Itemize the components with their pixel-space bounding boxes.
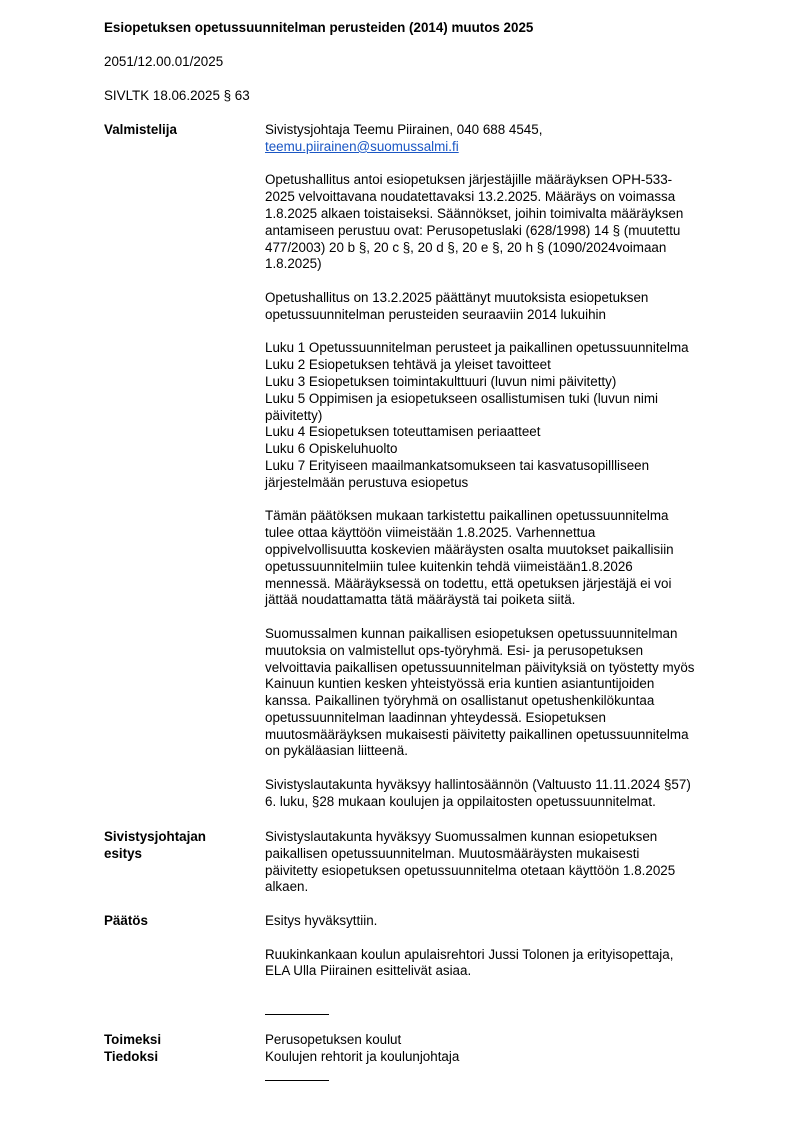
preparer-line: tulee ottaa käyttöön viimeistään 1.8.2025. Varhennettua [265, 525, 596, 541]
preparer-line: Sivistyslautakunta hyväksyy hallintosäännön (Valtuusto 11.11.2024 §57) [265, 777, 691, 793]
meeting-reference: SIVLTK 18.06.2025 § 63 [104, 88, 250, 103]
preparer-line: opetussuunnitelman laadinnan yhteydessä. Esiopetuksen [265, 709, 606, 725]
preparer-line: Suomussalmen kunnan paikallisen esiopetuksen opetussuunnitelman [265, 625, 678, 641]
proposal-line: Sivistyslautakunta hyväksyy Suomussalmen kunnan esiopetuksen [265, 829, 658, 844]
preparer-line: Kainuun kuntien kesken yhteistyössä eria kuntien asiantuntijoiden [265, 676, 655, 692]
preparer-line: opetussuunnitelmiin tulee kuitenkin tehdä viimeistään1.8.2026 [265, 558, 633, 574]
preparer-line: 1.8.2025 alkaen toistaiseksi. Säännökset, joihin toimivalta määräyksen [265, 205, 684, 221]
info-label: Tiedoksi [104, 1049, 159, 1064]
preparer-line: jättää noudattamatta tätä määräystä tai poiketa siitä. [265, 592, 576, 608]
preparer-line: oppivelvollisuutta koskevien määräysten osalta muutokset paikallisiin [265, 541, 674, 557]
decision-text [265, 913, 743, 980]
preparer-line: Luku 3 Esiopetuksen toimintakulttuuri (luvun nimi päivitetty) [265, 373, 617, 389]
preparer-paragraph [265, 290, 743, 324]
separator-line [265, 1014, 329, 1015]
preparer-line: 6. luku, §28 mukaan koulujen ja oppilaitosten opetussuunnitelmat. [265, 793, 656, 809]
action-value: Perusopetuksen koulut [265, 1032, 402, 1047]
separator-line-bottom [265, 1080, 329, 1081]
action-label: Toimeksi [104, 1032, 162, 1047]
preparer-line: Luku 7 Erityiseen maailmankatsomukseen tai kasvatusopillliseen [265, 457, 650, 473]
preparer-line: on pykäläasian liitteenä. [265, 743, 408, 759]
decision-paragraph [265, 947, 743, 981]
preparer-line: muutoksia on valmistellut ops-työryhmä. Esi- ja perusopetuksen [265, 642, 644, 658]
preparer-line: 477/2003) 20 b §, 20 c §, 20 d §, 20 e §, 20 h § (1090/2024voimaan [265, 239, 667, 255]
preparer-line: velvoittavia paikallisen opetussuunnitelman päivityksiä on työstetty myös [265, 659, 695, 675]
proposal-line: alkaen. [265, 879, 309, 895]
proposal-label [104, 829, 254, 863]
preparer-line: järjestelmään perustuva esiopetus [265, 474, 469, 490]
preparer-line: Opetushallitus on 13.2.2025 päättänyt muutoksista esiopetuksen [265, 289, 649, 305]
preparer-line: kanssa. Paikallinen työryhmä on osallistanut opetushenkilökuntaa [265, 693, 655, 709]
decision-line: Esitys hyväksyttiin. [265, 913, 378, 928]
preparer-paragraph [265, 508, 743, 609]
document-title: Esiopetuksen opetussuunnitelman perusteiden (2014) muutos 2025 [104, 20, 534, 35]
preparer-line: Luku 1 Opetussuunnitelman perusteet ja paikallinen opetussuunnitelma [265, 340, 689, 356]
proposal-line: päivitetty esiopetuksen opetussuunnitelma otetaan käyttöön 1.8.2025 [265, 862, 676, 878]
preparer-line: 2025 velvoittavana noudatettavaksi 13.2.2025. Määräys on voimassa [265, 189, 676, 205]
preparer-line: Opetushallitus antoi esiopetuksen järjestäjille määräyksen OPH-533- [265, 172, 673, 188]
preparer-paragraph [265, 777, 743, 811]
decision-line: Ruukinkankaan koulun apulaisrehtori Jussi Tolonen ja erityisopettaja, [265, 946, 674, 962]
preparer-line: Luku 6 Opiskeluhuolto [265, 441, 398, 457]
decision-line: ELA Ulla Piirainen esittelivät asiaa. [265, 963, 472, 979]
preparer-line: mennessä. Määräyksessä on todettu, että opetuksen järjestäjä ei voi [265, 575, 672, 591]
preparer-paragraphs [265, 172, 743, 810]
preparer-line: päivitetty) [265, 407, 323, 423]
preparer-line: Luku 5 Oppimisen ja esiopetukseen osallistumisen tuki (luvun nimi [265, 390, 658, 406]
document-number: 2051/12.00.01/2025 [104, 54, 224, 69]
proposal-label-line1: Sivistysjohtajan [104, 829, 206, 844]
proposal-label-line2: esitys [104, 845, 142, 861]
info-value: Koulujen rehtorit ja koulunjohtaja [265, 1049, 460, 1064]
preparer-line: Tämän päätöksen mukaan tarkistettu paikallinen opetussuunnitelma [265, 508, 669, 524]
preparer-line: Luku 2 Esiopetuksen tehtävä ja yleiset tavoitteet [265, 357, 551, 373]
preparer-paragraph [265, 626, 743, 760]
decision-label: Päätös [104, 913, 148, 928]
preparer-line: Luku 4 Esiopetuksen toteuttamisen periaatteet [265, 424, 541, 440]
preparer-line: opetussuunnitelman perusteiden seuraaviin 2014 lukuihin [265, 306, 606, 322]
decision-paragraph [265, 913, 743, 930]
preparer-line: 1.8.2025) [265, 256, 322, 272]
preparer-line: muutosmääräyksen mukaisesti päivitetty paikallinen opetussuunnitelma [265, 726, 689, 742]
preparer-person: Sivistysjohtaja Teemu Piirainen, 040 688 4545, [265, 122, 543, 137]
proposal-text [265, 829, 743, 896]
preparer-email-link[interactable]: teemu.piirainen@suomussalmi.fi [265, 138, 459, 154]
preparer-label: Valmistelija [104, 122, 177, 137]
preparer-content [265, 122, 743, 811]
preparer-paragraph [265, 340, 743, 491]
preparer-paragraph [265, 172, 743, 273]
proposal-line: paikallisen opetussuunnitelman. Muutosmääräysten mukaisesti [265, 845, 640, 861]
preparer-line: antamiseen perustuu ovat: Perusopetuslaki (628/1998) 14 § (muutettu [265, 222, 681, 238]
